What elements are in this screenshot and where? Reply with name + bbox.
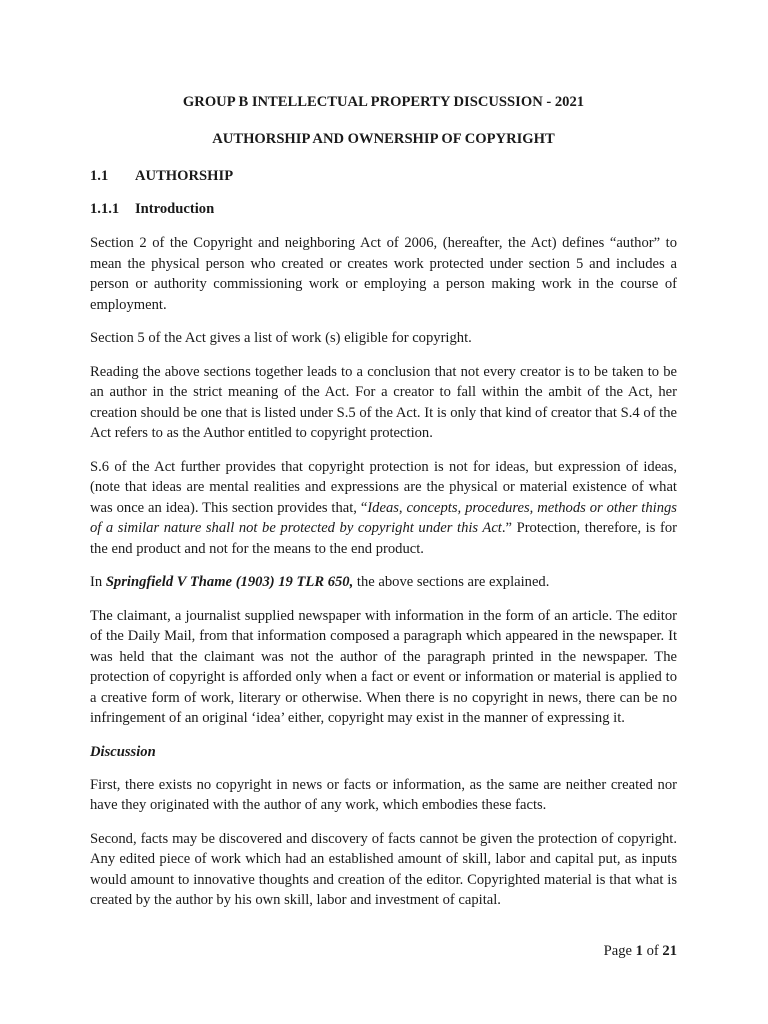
page-label: Page <box>603 943 636 959</box>
paragraph-4-text-b: .” Protection, therefore, is for the end product and not for the means to the end product. <box>90 520 677 557</box>
paragraph-5-text-b: the above sections are explained. <box>353 574 550 590</box>
of-label: of <box>642 943 663 959</box>
paragraph-7: First, there exists no copyright in news or facts or information, as the same are neither created nor have they originated with the author of any work, which embodies these facts. <box>90 776 677 813</box>
paragraph-8: Second, facts may be discovered and discovery of facts cannot be given the protection of copyright. Any edited piece of work which had an established amount of skill, labor and capital put, as inputs would amount to innovative thoughts and creation of the editor. Copyrighted material is that what is created by the author by his own skill, labor and investment of capital. <box>90 830 677 908</box>
section-heading <box>90 167 677 185</box>
discussion-heading: Discussion <box>90 743 156 760</box>
statute-quote: Ideas, concepts, procedures, methods or other things of a similar nature shall not be protected by copyright under this Act <box>90 499 677 536</box>
paragraph-4-text-a: S.6 of the Act further provides that copyright protection is not for ideas, but expression of ideas, (note that ideas are mental realities and expressions are the physical or material existence of what was once an idea). This section provides that, “ <box>90 458 677 516</box>
paragraph-3: Reading the above sections together leads to a conclusion that not every creator is to be taken to be an author in the strict meaning of the Act. For a creator to fall within the ambit of the Act, her creation should be one that is listed under S.5 of the Act. It is only that kind of creator that S.4 of the Act refers to as the Author entitled to copyright protection. <box>90 363 677 441</box>
document-page <box>90 93 677 924</box>
paragraph-1: Section 2 of the Copyright and neighboring Act of 2006, (hereafter, the Act) defines “author” to mean the physical person who created or creates work protected under section 5 and includes a person or authority commissioning work or employing a person making work in the course of employment. <box>90 235 677 313</box>
paragraph-5 <box>90 572 677 593</box>
paragraph-2: Section 5 of the Act gives a list of work (s) eligible for copyright. <box>90 330 472 346</box>
document-title: GROUP B INTELLECTUAL PROPERTY DISCUSSION - 2021 <box>182 94 585 110</box>
paragraph-4 <box>90 457 677 560</box>
paragraph-5-text-a: In <box>90 574 106 590</box>
section-number: 1.1 <box>90 168 109 184</box>
document-subtitle: AUTHORSHIP AND OWNERSHIP OF COPYRIGHT <box>212 131 555 147</box>
subsection-heading <box>90 200 677 218</box>
page-number: 1 <box>635 943 643 959</box>
paragraph-6: The claimant, a journalist supplied newspaper with information in the form of an article. The editor of the Daily Mail, from that information composed a paragraph which appeared in the newspaper. It was held that the claimant was not the author of the paragraph printed in the newspaper. The protection of copyright is afforded only when a fact or event or information or material is applied to a creative form of work, literary or otherwise. When there is no copyright in news, there can be no infringement of an original ‘idea’ either, copyright may exist in the manner of expressing it. <box>90 607 677 726</box>
subsection-number: 1.1.1 <box>90 201 120 217</box>
page-footer <box>604 943 677 960</box>
page-total: 21 <box>662 943 677 959</box>
section-title: AUTHORSHIP <box>135 168 234 184</box>
subsection-title: Introduction <box>135 201 215 217</box>
case-citation: Springfield V Thame (1903) 19 TLR 650, <box>105 574 354 590</box>
